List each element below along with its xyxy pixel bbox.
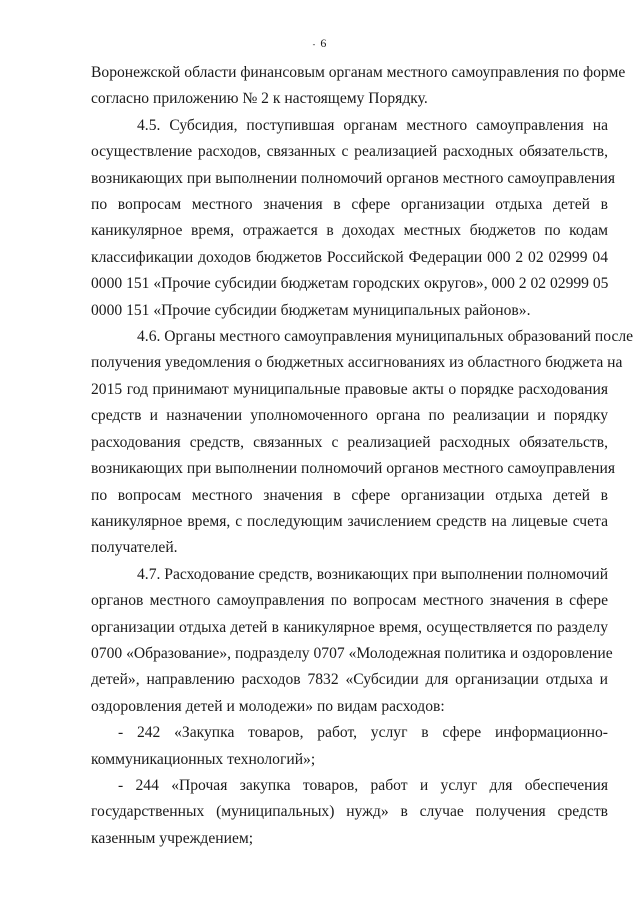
page-number-mark: - [312, 39, 317, 49]
document-body [91, 60, 634, 852]
text-line: 0700 «Образование», подразделу 0707 «Молодежная политика и оздоровление [91, 644, 613, 662]
page-number [0, 36, 640, 51]
text-line: государственных (муниципальных) нужд» в случае получения средств [91, 803, 608, 821]
text-line: осуществление расходов, связанных с реализацией расходных обязательств, [91, 143, 608, 161]
text-line: согласно приложению № 2 к настоящему Порядку. [91, 90, 428, 108]
text-line: 0000 151 «Прочие субсидии бюджетам муниципальных районов». [91, 301, 531, 319]
text-line: возникающих при выполнении полномочий органов местного самоуправления [91, 169, 616, 187]
text-line: - 244 «Прочая закупка товаров, работ и услуг для обеспечения [118, 776, 608, 794]
paragraph-4-7 [91, 562, 613, 720]
text-line: классификации доходов бюджетов Российской Федерации 000 2 02 02999 04 [91, 248, 608, 266]
text-line: оздоровления детей и молодежи» по видам расходов: [91, 697, 445, 715]
list-item-242 [91, 720, 608, 773]
text-line: 0000 151 «Прочие субсидии бюджетам городских округов», 000 2 02 02999 05 [91, 275, 609, 293]
text-line: детей», направлению расходов 7832 «Субсидии для организации отдыха и [91, 671, 608, 689]
text-line: возникающих при выполнении полномочий органов местного самоуправления [91, 460, 616, 478]
page-number-value: 6 [320, 36, 328, 50]
paragraph-continuation [91, 60, 626, 113]
text-line: получения уведомления о бюджетных ассигнованиях из областного бюджета на [91, 354, 623, 372]
text-line: средств и назначении уполномоченного органа по реализации и порядку [91, 407, 608, 425]
text-line: Воронежской области финансовым органам местного самоуправления по форме [91, 64, 626, 81]
text-line: 4.5. Субсидия, поступившая органам местного самоуправления на [137, 116, 608, 134]
text-line: каникулярное время, с последующим зачислением средств на лицевые счета [91, 512, 608, 530]
text-line: организации отдыха детей в каникулярное время, осуществляется по разделу [91, 618, 608, 636]
text-line: по вопросам местного значения в сфере организации отдыха детей в [91, 196, 608, 214]
text-line: 4.7. Расходование средств, возникающих при выполнении полномочий [137, 565, 609, 583]
text-line: 4.6. Органы местного самоуправления муниципальных образований после [137, 328, 634, 346]
text-line: по вопросам местного значения в сфере организации отдыха детей в [91, 486, 608, 504]
text-line: расходования средств, связанных с реализацией расходных обязательств, [91, 433, 608, 451]
text-line: казенным учреждением; [91, 829, 254, 847]
text-line: каникулярное время, отражается в доходах местных бюджетов по кодам [91, 222, 608, 240]
text-line: органов местного самоуправления по вопросам местного значения в сфере [91, 592, 608, 610]
paragraph-4-6 [91, 324, 634, 562]
list-item-244 [91, 773, 608, 852]
text-line: 2015 год принимают муниципальные правовые акты о порядке расходования [91, 380, 608, 398]
text-line: - 242 «Закупка товаров, работ, услуг в сфере информационно- [118, 724, 608, 742]
text-line: получателей. [91, 539, 178, 557]
text-line: коммуникационных технологий»; [91, 750, 316, 768]
paragraph-4-5 [91, 113, 616, 324]
